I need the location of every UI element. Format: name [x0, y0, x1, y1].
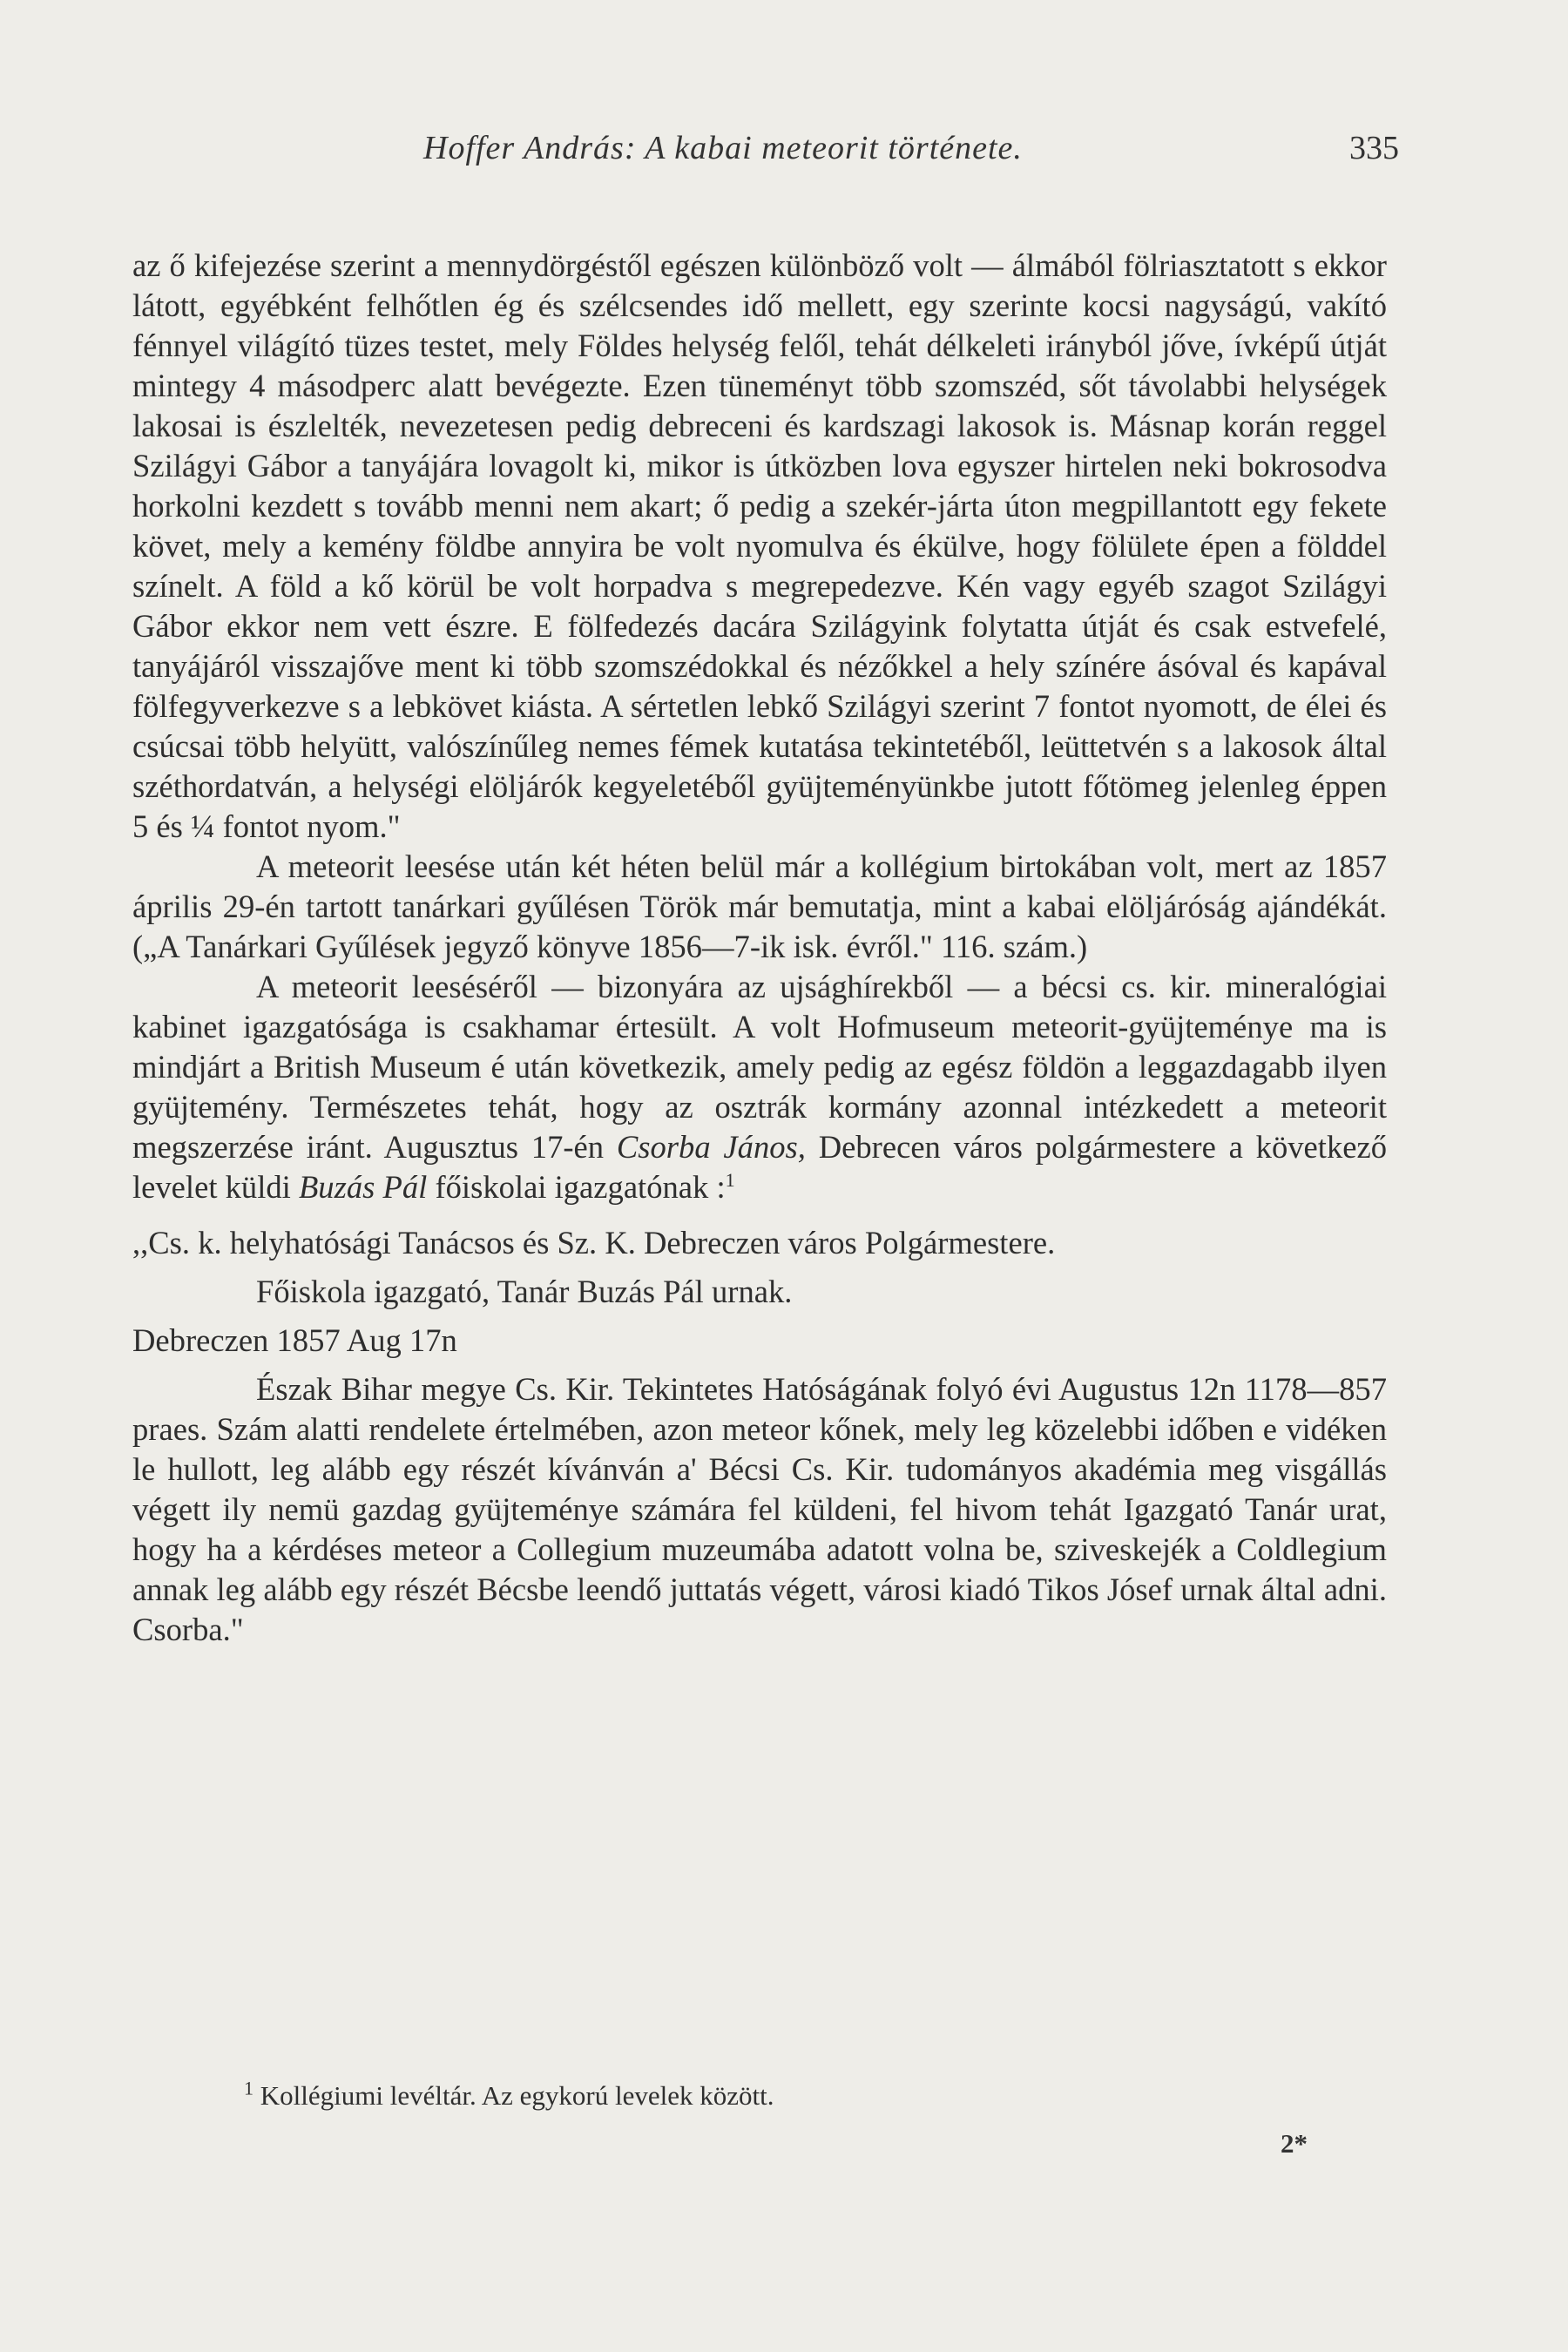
- body-text: [132, 246, 1387, 1650]
- paragraph-vienna: [132, 967, 1387, 1207]
- paragraph-kollegium: A meteorit leesése után két héten belül már a kollégium birtokában volt, mert az 1857 április 29-én tartott tanárkari gyűlésen Török már bemutatja, mint a kabai elöljáróság ajándékát. („A Tanárkari Gyűlések jegyző könyve 1856—7-ik isk. évről." 116. szám.): [132, 848, 1387, 964]
- name-csorba: Csorba János,: [616, 1129, 806, 1165]
- page-header: [423, 129, 1399, 172]
- name-buzas: Buzás Pál: [298, 1169, 428, 1205]
- letter-heading: ,,Cs. k. helyhatósági Tanácsos és Sz. K. Debreczen város Polgármestere.: [132, 1225, 1056, 1260]
- footnote-mark: 1: [244, 2077, 253, 2099]
- paragraph-vienna-text-a: A meteorit leeséséről — bizonyára az ujsághírekből — a bécsi cs. kir. mineralógiai kabinet igazgatósága is csakhamar értesült. A volt Hofmuseum meteorit-gyüjteménye ma is mindjárt a British Museum é után következik, amely pedig az egész földön a leggazdagabb ilyen gyüjtemény. Természetes tehát, hogy az osztrák kormány azonnal intézkedett a meteorit megszerzése iránt. Augusztus 17-én: [132, 969, 1387, 1165]
- signature-mark: 2*: [1281, 2128, 1308, 2159]
- running-head: Hoffer András: A kabai meteorit története.: [423, 130, 1023, 166]
- paragraph-vienna-text-b: Debrecen város polgármestere a következő levelet küldi: [132, 1129, 1387, 1205]
- footnote-reference: 1: [725, 1168, 735, 1191]
- letter-body: Észak Bihar megye Cs. Kir. Tekintetes Hatóságának folyó évi Augustus 12n 1178—857 praes. Szám alatti rendelete értelmében, azon meteor kőnek, mely leg közelebbi időben e vidéken le hullott, leg alább egy részét kívánván a' Bécsi Cs. Kir. tudományos akadémia meg visgállás végett ily nemü gazdag gyüjteménye számára fel küldeni, fel hivom tehát Igazgató Tanár urat, hogy ha a kérdéses meteor a Collegium muzeumába adatott volna be, sziveskejék a Coldlegium annak leg alább egy részét Bécsbe leendő juttatás végett, városi kiadó Tikos Jósef urnak által adni. Csorba.": [132, 1371, 1387, 1647]
- paragraph-continuation: az ő kifejezése szerint a mennydörgéstől egészen különböző volt — álmából fölriasztatott s ekkor látott, egyébként felhőtlen ég és szélcsendes idő mellett, egy szerinte kocsi nagyságú, vakító fénnyel világító tüzes testet, mely Földes helység felől, tehát délkeleti irányból jőve, ívképű útját mintegy 4 másodperc alatt bevégezte. Ezen tüneményt több szomszéd, sőt távolabbi helységek lakosai is észlelték, nevezetesen pedig debreceni és kardszagi lakosok is. Másnap korán reggel Szilágyi Gábor a tanyájára lovagolt ki, mikor is útközben lova egyszer hirtelen neki bokrosodva horkolni kezdett s tovább menni nem akart; ő pedig a szekér-járta úton megpillantott egy fekete követ, mely a kemény földbe annyira be volt nyomulva és ékülve, hogy fölülete épen a földdel színelt. A föld a kő körül be volt horpadva s megrepedezve. Kén vagy egyéb szagot Szilágyi Gábor ekkor nem vett észre. E fölfedezés dacára Szilágyink folytatta útját és csak estvefelé, tanyájáról visszajőve ment ki több szomszédokkal és nézőkkel a hely színére ásóval és kapával fölfegyverkezve s a lebkövet kiásta. A sértetlen lebkő Szilágyi szerint 7 fontot nyomott, de élei és csúcsai több helyütt, valószínűleg nemes fémek kutatása tekintetéből, leüttetvén s a lakosok által széthordatván, a helységi elöljárók kegyeletéből gyüjteményünkbe jutott főtömeg jelenleg éppen 5 és ¼ fontot nyom.": [132, 247, 1387, 844]
- letter-date: Debreczen 1857 Aug 17n: [132, 1322, 457, 1358]
- paragraph-vienna-text-c: főiskolai igazgatónak :: [427, 1169, 726, 1205]
- letter-addressee: Főiskola igazgató, Tanár Buzás Pál urnak.: [256, 1274, 793, 1309]
- footnote: [244, 2077, 774, 2112]
- footnote-text: Kollégiumi levéltár. Az egykorú levelek között.: [260, 2080, 774, 2111]
- page-number: 335: [1349, 130, 1399, 166]
